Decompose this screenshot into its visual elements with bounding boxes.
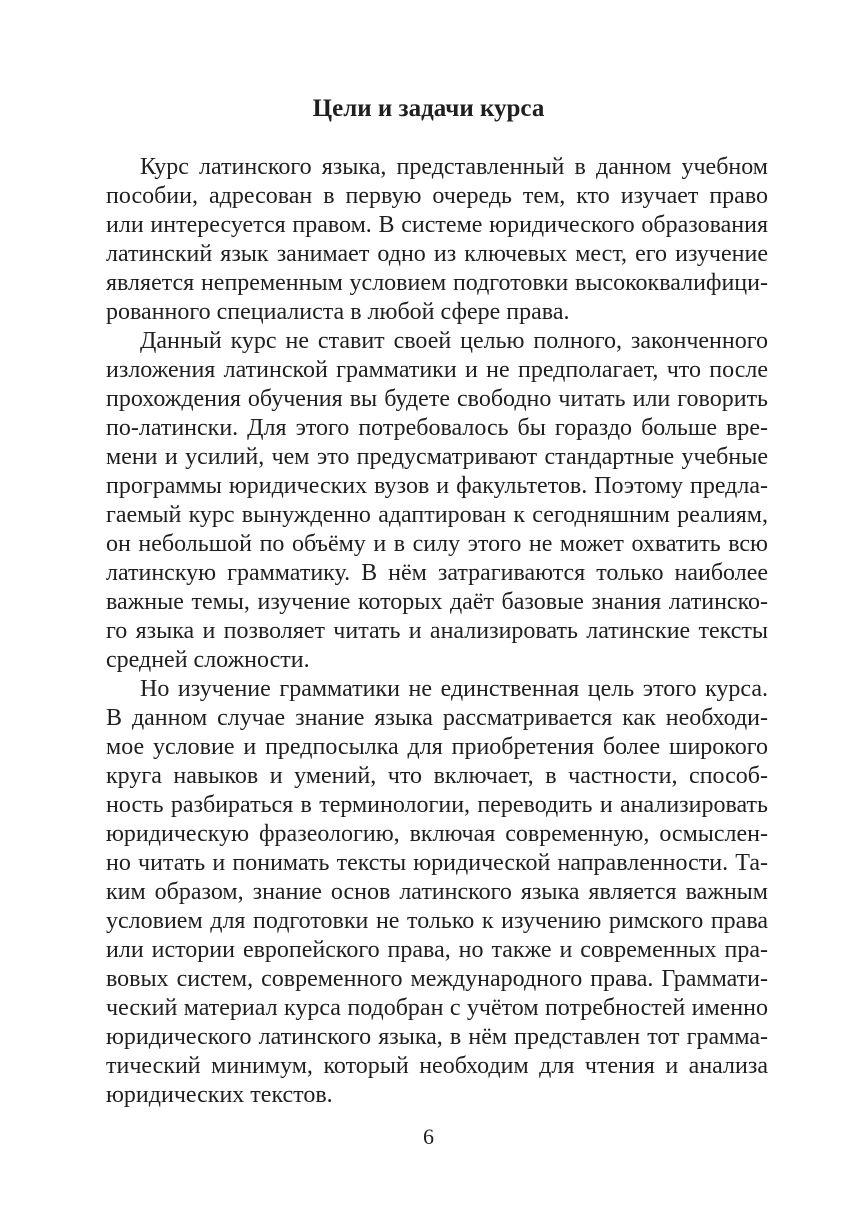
body-text [106, 153, 768, 1110]
text-line: прохождения обучения вы будете свободно читать или говорить [106, 386, 768, 412]
text-line: латинский язык занимает одно из ключевых мест, его изучение [106, 241, 768, 267]
text-line: круга навыков и умений, что включает, в частности, способ- [106, 763, 768, 789]
text-line: или интересуется правом. В системе юридического образования [106, 212, 768, 238]
text-line: или истории европейского права, но также и современных пра- [106, 937, 768, 963]
text-line: тический минимум, который необходим для чтения и анализа [106, 1053, 768, 1079]
text-line: вовых систем, современного международного права. Граммати- [106, 966, 768, 992]
paragraph [106, 327, 768, 675]
text-line: ким образом, знание основ латинского языка является важным [106, 879, 768, 905]
text-line: условием для подготовки не только к изучению римского права [106, 908, 768, 934]
text-line: Данный курс не ставит своей целью полного, законченного [140, 328, 768, 354]
text-line: важные темы, изучение которых даёт базовые знания латинско- [106, 589, 768, 615]
page-title: Цели и задачи курса [312, 95, 545, 122]
text-line: го языка и позволяет читать и анализировать латинские тексты [106, 618, 768, 644]
paragraph [106, 153, 768, 327]
text-line: мое условие и предпосылка для приобретения более широкого [106, 734, 768, 760]
text-line: юридического латинского языка, в нём представлен тот грамма- [106, 1024, 768, 1050]
text-line: юридических текстов. [106, 1082, 333, 1108]
text-line: В данном случае знание языка рассматривается как необходи- [106, 705, 768, 731]
text-line: гаемый курс вынужденно адаптирован к сегодняшним реалиям, [106, 502, 768, 528]
text-line: он небольшой по объёму и в силу этого не может охватить всю [106, 531, 768, 557]
text-line: изложения латинской грамматики и не предполагает, что после [106, 357, 768, 383]
text-line: но читать и понимать тексты юридической направленности. Та- [106, 850, 768, 876]
page-number: 6 [423, 1124, 434, 1149]
text-line: программы юридических вузов и факультетов. Поэтому предла- [106, 473, 768, 499]
paragraph [106, 675, 768, 1110]
text-line: Но изучение грамматики не единственная цель этого курса. [140, 676, 768, 702]
text-line: юридическую фразеологию, включая современную, осмыслен- [106, 821, 768, 847]
text-line: по-латински. Для этого потребовалось бы гораздо больше вре- [106, 415, 768, 441]
text-line: ность разбираться в терминологии, переводить и анализировать [106, 792, 768, 818]
text-line: Курс латинского языка, представленный в данном учебном [140, 154, 768, 180]
text-line: латинскую грамматику. В нём затрагиваются только наиболее [106, 560, 768, 586]
text-line: ческий материал курса подобран с учётом потребностей именно [106, 995, 768, 1021]
text-line: рованного специалиста в любой сфере права. [106, 299, 570, 325]
text-line: пособии, адресован в первую очередь тем, кто изучает право [106, 183, 768, 209]
text-line: мени и усилий, чем это предусматривают стандартные учебные [106, 444, 768, 470]
text-line: средней сложности. [106, 647, 310, 673]
text-line: является непременным условием подготовки высококвалифици- [106, 270, 768, 296]
